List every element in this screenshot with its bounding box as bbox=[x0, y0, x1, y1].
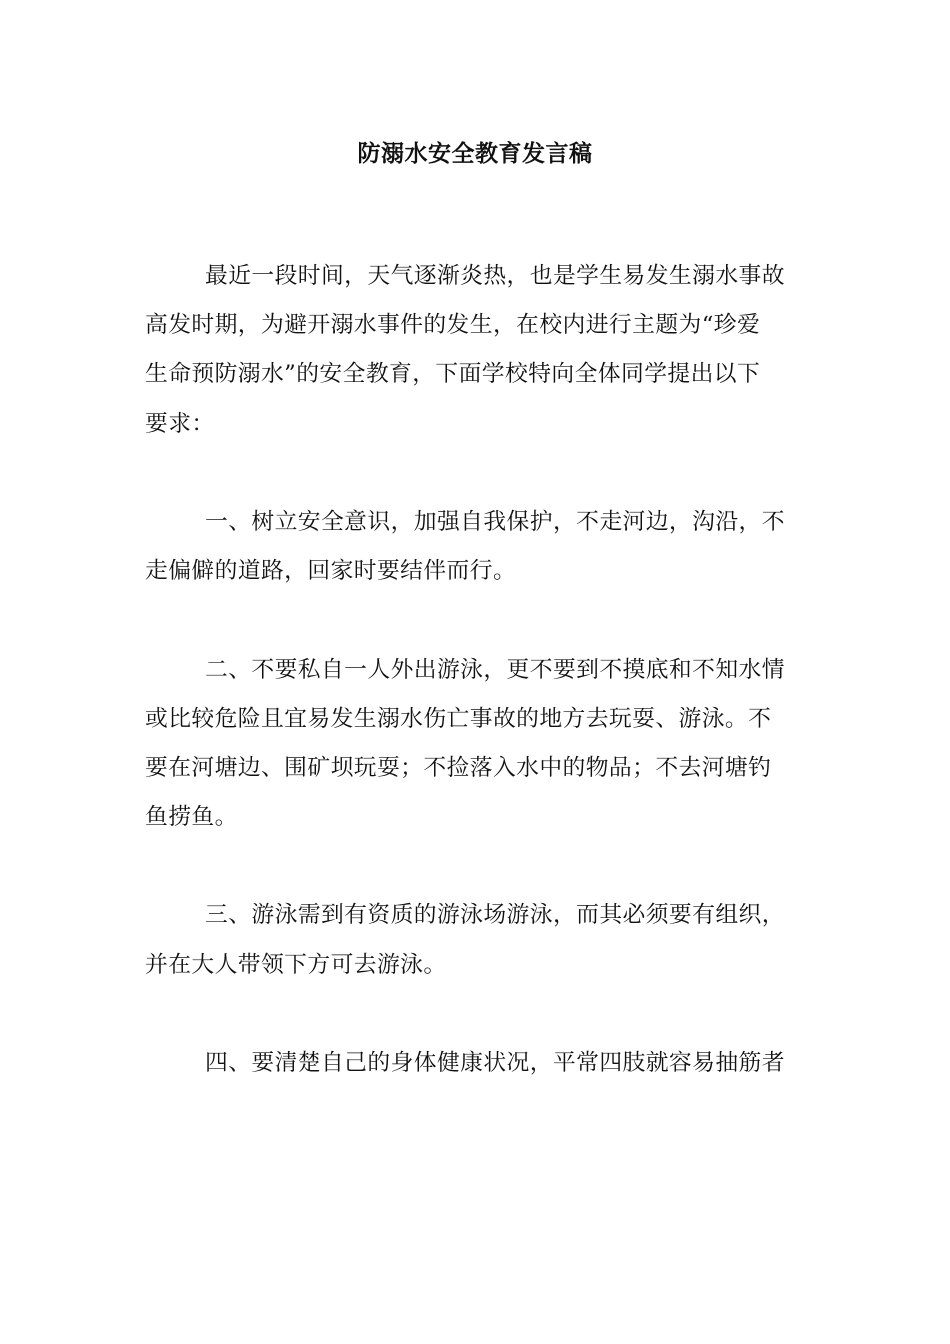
paragraph-gap bbox=[145, 990, 807, 1039]
paragraph bbox=[145, 1039, 807, 1088]
text-line: 一、树立安全意识，加强自我保护，不走河边，沟沿，不 bbox=[205, 508, 785, 535]
text-line: 走偏僻的道路，回家时要结伴而行。 bbox=[145, 558, 517, 585]
text-line: 二、不要私自一人外出游泳，更不要到不摸底和不知水情 bbox=[205, 656, 785, 683]
text-line: 三、游泳需到有资质的游泳场游泳，而其必须要有组织， bbox=[205, 902, 785, 929]
text-line: 并在大人带领下方可去游泳。 bbox=[145, 951, 447, 978]
document-title: 防溺水安全教育发言稿 bbox=[357, 140, 593, 167]
text-line: 最近一段时间，天气逐渐炎热，也是学生易发生溺水事故 bbox=[205, 263, 785, 289]
paragraph bbox=[145, 252, 807, 449]
paragraph-gap bbox=[145, 449, 807, 498]
text-line: 生命预防溺水”的安全教育，下面学校特向全体同学提出以下 bbox=[145, 361, 761, 388]
text-line: 四、要清楚自己的身体健康状况，平常四肢就容易抽筋者 bbox=[205, 1050, 785, 1076]
text-line: 高发时期，为避开溺水事件的发生，在校内进行主题为“珍爱 bbox=[145, 312, 761, 339]
paragraph-gap bbox=[145, 842, 807, 891]
text-line: 要在河塘边、围矿坝玩耍；不捡落入水中的物品；不去河塘钓 bbox=[145, 754, 772, 781]
document-body bbox=[145, 252, 807, 1088]
paragraph-gap bbox=[145, 596, 807, 645]
text-line: 要求： bbox=[145, 410, 215, 437]
paragraph bbox=[145, 498, 807, 596]
paragraph bbox=[145, 646, 807, 843]
paragraph bbox=[145, 891, 807, 989]
text-line: 或比较危险且宜易发生溺水伤亡事故的地方去玩耍、游泳。不 bbox=[145, 705, 772, 732]
text-line: 鱼捞鱼。 bbox=[145, 804, 238, 831]
